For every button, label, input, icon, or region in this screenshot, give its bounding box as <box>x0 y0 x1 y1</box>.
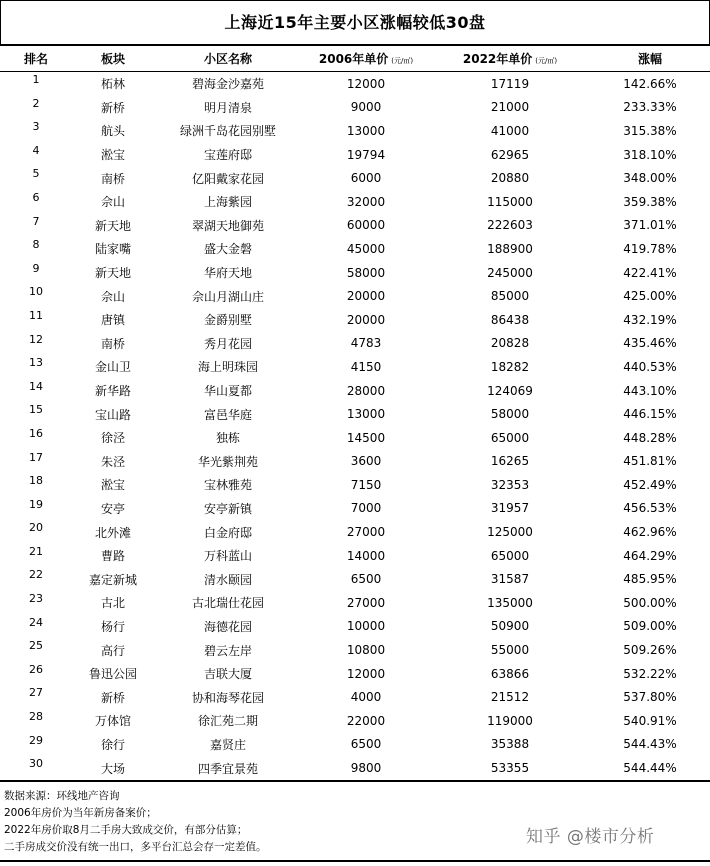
cell-rank: 1 <box>32 73 40 86</box>
header-price-2006 <box>302 46 430 72</box>
cell-increase: 451.81% <box>623 454 677 469</box>
cell-price-2006: 27000 <box>346 595 386 610</box>
cell-price-2006: 9800 <box>302 756 430 781</box>
table-row <box>0 96 710 120</box>
cell-rank: 3 <box>32 120 40 134</box>
cell-price-2006: 4150 <box>350 359 382 374</box>
table-row <box>0 214 710 238</box>
table-row <box>0 567 710 591</box>
cell-district: 嘉定新城 <box>88 572 137 587</box>
cell-district: 安亭 <box>100 501 125 516</box>
cell-price-2022: 86438 <box>490 312 530 327</box>
cell-price-2006: 10000 <box>346 619 386 634</box>
cell-increase: 500.00% <box>623 595 677 610</box>
cell-increase: 509.00% <box>623 619 677 634</box>
cell-community: 盛大金磐 <box>203 242 252 257</box>
cell-district: 新桥 <box>100 100 125 115</box>
cell-price-2022: 20828 <box>490 336 530 351</box>
cell-price-2006: 32000 <box>346 194 386 209</box>
cell-district: 北外滩 <box>94 525 131 540</box>
cell-increase: 544.43% <box>623 737 677 752</box>
cell-district: 高行 <box>100 643 125 658</box>
cell-increase: 419.78% <box>623 241 677 256</box>
cell-price-2006: 45000 <box>346 241 386 256</box>
header-rank: 排名 <box>0 46 72 72</box>
cell-rank: 27 <box>29 686 43 700</box>
cell-rank: 26 <box>29 662 43 676</box>
table-row <box>0 733 710 757</box>
cell-community: 白金府邸 <box>203 525 252 540</box>
cell-community: 碧海金沙嘉苑 <box>191 77 264 92</box>
ranking-table <box>0 46 710 782</box>
cell-community: 宝林雅苑 <box>203 478 252 493</box>
cell-community: 华山夏都 <box>203 384 252 399</box>
cell-rank: 9 <box>32 261 40 275</box>
cell-price-2006: 4000 <box>350 690 382 705</box>
cell-price-2006: 6500 <box>350 572 382 587</box>
cell-increase: 422.41% <box>623 265 677 280</box>
cell-price-2006: 7000 <box>350 501 382 516</box>
cell-price-2006: 60000 <box>346 218 386 233</box>
cell-increase: 456.53% <box>623 501 677 516</box>
cell-district: 淞宝 <box>100 148 125 163</box>
header-price-2006-label: 2006年单价 <box>318 52 389 66</box>
table-row <box>0 615 710 639</box>
cell-district: 新桥 <box>100 690 125 705</box>
cell-community: 明月清泉 <box>203 100 252 115</box>
cell-district: 淞宝 <box>100 478 125 493</box>
cell-rank: 14 <box>29 379 43 393</box>
cell-increase: 544.44% <box>590 756 710 781</box>
cell-district: 航头 <box>100 124 125 139</box>
cell-price-2006: 10800 <box>346 643 386 658</box>
cell-district: 新华路 <box>94 384 131 399</box>
cell-community: 四季宜景苑 <box>154 756 302 781</box>
table-row <box>0 72 710 96</box>
cell-increase: 464.29% <box>623 548 677 563</box>
cell-increase: 435.46% <box>623 336 677 351</box>
cell-price-2022: 32353 <box>490 477 530 492</box>
cell-increase: 540.91% <box>623 713 677 728</box>
table-row <box>0 709 710 733</box>
cell-rank: 20 <box>29 521 43 535</box>
cell-price-2006: 13000 <box>346 407 386 422</box>
cell-rank: 22 <box>29 568 43 582</box>
cell-district: 宝山路 <box>94 407 131 422</box>
cell-community: 华府天地 <box>203 266 252 281</box>
cell-rank: 4 <box>32 143 40 157</box>
cell-community: 协和海琴花园 <box>191 690 264 705</box>
cell-increase: 432.19% <box>623 312 677 327</box>
table-row <box>0 284 710 308</box>
cell-district: 古北 <box>100 596 125 611</box>
cell-district: 金山卫 <box>94 360 131 375</box>
cell-district: 新天地 <box>94 266 131 281</box>
cell-rank: 28 <box>29 710 43 724</box>
cell-price-2022: 124069 <box>487 383 533 398</box>
cell-rank: 5 <box>32 167 40 181</box>
cell-district: 陆家嘴 <box>94 242 131 257</box>
bottom-divider <box>0 860 710 862</box>
cell-increase: 142.66% <box>623 76 677 91</box>
cell-community: 吉联大厦 <box>203 667 252 682</box>
watermark: 知乎 @楼市分析 <box>526 827 655 847</box>
cell-community: 富邑华庭 <box>203 407 252 422</box>
table-row <box>0 662 710 686</box>
cell-price-2022: 31587 <box>490 572 530 587</box>
cell-price-2022: 18282 <box>490 359 530 374</box>
header-price-2006-unit: (元/㎡) <box>391 57 414 65</box>
cell-district: 南桥 <box>100 336 125 351</box>
cell-community: 碧云左岸 <box>203 643 252 658</box>
cell-rank: 10 <box>29 285 43 299</box>
cell-community: 秀月花园 <box>203 336 252 351</box>
footnote-source: 数据来源：环线地产咨询 <box>4 790 120 802</box>
header-price-2022-unit: (元/㎡) <box>535 57 558 65</box>
cell-price-2006: 7150 <box>350 477 382 492</box>
cell-increase: 318.10% <box>623 147 677 162</box>
cell-rank: 21 <box>29 544 43 558</box>
cell-district: 万体馆 <box>94 714 131 729</box>
cell-increase: 532.22% <box>623 666 677 681</box>
table-row <box>0 190 710 214</box>
cell-price-2006: 6500 <box>350 737 382 752</box>
cell-increase: 440.53% <box>623 359 677 374</box>
cell-rank: 23 <box>29 592 43 606</box>
cell-price-2022: 135000 <box>487 595 533 610</box>
cell-community: 海德花园 <box>203 619 252 634</box>
cell-district: 佘山 <box>100 195 125 210</box>
cell-rank: 13 <box>29 356 43 370</box>
header-community: 小区名称 <box>154 46 302 72</box>
cell-community: 佘山月湖山庄 <box>191 289 264 304</box>
cell-increase: 315.38% <box>623 123 677 138</box>
cell-district: 柘林 <box>100 77 125 92</box>
cell-price-2022: 125000 <box>487 525 533 540</box>
cell-price-2006: 28000 <box>346 383 386 398</box>
header-increase: 涨幅 <box>590 46 710 72</box>
cell-price-2006: 14500 <box>346 430 386 445</box>
table-row <box>0 473 710 497</box>
cell-community: 翠湖天地御苑 <box>191 218 264 233</box>
cell-price-2022: 119000 <box>487 713 533 728</box>
cell-increase: 485.95% <box>623 572 677 587</box>
header-price-2022-label: 2022年单价 <box>462 52 533 66</box>
cell-community: 海上明珠园 <box>197 360 258 375</box>
header-price-2022 <box>430 46 590 72</box>
cell-community: 徐汇苑二期 <box>197 714 258 729</box>
cell-community: 宝莲府邸 <box>203 148 252 163</box>
cell-increase: 443.10% <box>623 383 677 398</box>
cell-district: 徐泾 <box>100 431 125 446</box>
cell-price-2006: 20000 <box>346 289 386 304</box>
cell-price-2022: 21512 <box>490 690 530 705</box>
cell-price-2022: 20880 <box>490 171 530 186</box>
cell-increase: 537.80% <box>623 690 677 705</box>
cell-district: 朱泾 <box>100 454 125 469</box>
table-row <box>0 685 710 709</box>
cell-rank: 7 <box>32 214 40 228</box>
cell-community: 绿洲千岛花园别墅 <box>179 124 276 139</box>
cell-rank: 29 <box>29 733 43 747</box>
table-row <box>0 520 710 544</box>
cell-price-2006: 3600 <box>350 454 382 469</box>
cell-increase: 359.38% <box>623 194 677 209</box>
cell-price-2022: 58000 <box>490 407 530 422</box>
cell-community: 嘉贤庄 <box>209 737 246 752</box>
cell-community: 古北瑞仕花园 <box>191 596 264 611</box>
table-row <box>0 237 710 261</box>
cell-rank: 2 <box>32 96 40 110</box>
table-row <box>0 379 710 403</box>
cell-district: 佘山 <box>100 289 125 304</box>
cell-increase: 446.15% <box>623 407 677 422</box>
cell-price-2022: 65000 <box>490 430 530 445</box>
cell-price-2006: 9000 <box>350 100 382 115</box>
cell-district: 杨行 <box>100 619 125 634</box>
cell-district: 鲁迅公园 <box>88 667 137 682</box>
cell-community: 独栋 <box>215 431 240 446</box>
cell-increase: 233.33% <box>623 100 677 115</box>
cell-community: 安亭新镇 <box>203 501 252 516</box>
cell-price-2006: 27000 <box>346 525 386 540</box>
cell-price-2022: 53355 <box>430 756 590 781</box>
cell-price-2022: 16265 <box>490 454 530 469</box>
cell-price-2022: 115000 <box>487 194 533 209</box>
cell-price-2022: 50900 <box>490 619 530 634</box>
table-row <box>0 591 710 615</box>
table-row <box>0 355 710 379</box>
cell-price-2022: 35388 <box>490 737 530 752</box>
cell-community: 万科蓝山 <box>203 549 252 564</box>
cell-district: 曹路 <box>100 549 125 564</box>
cell-increase: 509.26% <box>623 643 677 658</box>
cell-increase: 425.00% <box>623 289 677 304</box>
table-row <box>0 497 710 521</box>
table-header-row <box>0 46 710 72</box>
cell-price-2006: 20000 <box>346 312 386 327</box>
table-row <box>0 166 710 190</box>
table-row <box>0 308 710 332</box>
table-row <box>0 638 710 662</box>
cell-community: 上海紫园 <box>203 195 252 210</box>
cell-price-2006: 12000 <box>346 76 386 91</box>
cell-community: 亿阳戴家花园 <box>191 171 264 186</box>
cell-price-2022: 31957 <box>490 501 530 516</box>
cell-price-2022: 21000 <box>490 100 530 115</box>
footnote-2022: 2022年房价取8月二手房大致成交价，有部分估算； <box>4 824 248 836</box>
footnote-2006: 2006年房价为当年新房备案价； <box>4 807 157 819</box>
cell-rank: 30 <box>0 756 72 781</box>
cell-price-2022: 63866 <box>490 666 530 681</box>
cell-price-2006: 19794 <box>346 147 386 162</box>
cell-increase: 448.28% <box>623 430 677 445</box>
cell-district: 大场 <box>72 756 154 781</box>
cell-rank: 19 <box>29 497 43 511</box>
cell-community: 金爵别墅 <box>203 313 252 328</box>
cell-price-2022: 222603 <box>487 218 533 233</box>
table-row <box>0 426 710 450</box>
cell-price-2022: 55000 <box>490 643 530 658</box>
table-row <box>0 450 710 474</box>
cell-price-2006: 4783 <box>350 336 382 351</box>
cell-price-2006: 12000 <box>346 666 386 681</box>
cell-price-2006: 58000 <box>346 265 386 280</box>
cell-community: 华光紫荆苑 <box>197 454 258 469</box>
cell-rank: 24 <box>29 615 43 629</box>
cell-rank: 6 <box>32 190 40 204</box>
table-row <box>0 119 710 143</box>
table-row <box>0 261 710 285</box>
cell-increase: 371.01% <box>623 218 677 233</box>
cell-rank: 16 <box>29 426 43 440</box>
cell-price-2006: 13000 <box>346 123 386 138</box>
cell-increase: 452.49% <box>623 477 677 492</box>
cell-increase: 462.96% <box>623 525 677 540</box>
cell-price-2022: 85000 <box>490 289 530 304</box>
cell-rank: 8 <box>32 238 40 252</box>
table-row <box>0 544 710 568</box>
cell-price-2022: 245000 <box>487 265 533 280</box>
cell-district: 唐镇 <box>100 313 125 328</box>
cell-price-2022: 62965 <box>490 147 530 162</box>
cell-rank: 18 <box>29 474 43 488</box>
cell-price-2006: 6000 <box>350 171 382 186</box>
table-row <box>0 143 710 167</box>
cell-district: 徐行 <box>100 737 125 752</box>
cell-price-2022: 188900 <box>487 241 533 256</box>
cell-price-2022: 41000 <box>490 123 530 138</box>
cell-rank: 11 <box>29 308 43 322</box>
cell-price-2006: 14000 <box>346 548 386 563</box>
cell-price-2022: 17119 <box>490 76 530 91</box>
header-district: 板块 <box>72 46 154 72</box>
table-body <box>0 72 710 781</box>
table-row <box>0 332 710 356</box>
table-row <box>0 756 710 781</box>
cell-community: 清水颐园 <box>203 572 252 587</box>
cell-district: 新天地 <box>94 218 131 233</box>
cell-rank: 17 <box>29 450 43 464</box>
cell-rank: 25 <box>29 639 43 653</box>
table-title: 上海近15年主要小区涨幅较低30盘 <box>0 0 710 46</box>
cell-rank: 12 <box>29 332 43 346</box>
table-row <box>0 402 710 426</box>
cell-district: 南桥 <box>100 171 125 186</box>
footnote-disclaimer: 二手房成交价没有统一出口，多平台汇总会存一定差值。 <box>4 841 267 853</box>
cell-increase: 348.00% <box>623 171 677 186</box>
cell-price-2022: 65000 <box>490 548 530 563</box>
cell-price-2006: 22000 <box>346 713 386 728</box>
cell-rank: 15 <box>29 403 43 417</box>
